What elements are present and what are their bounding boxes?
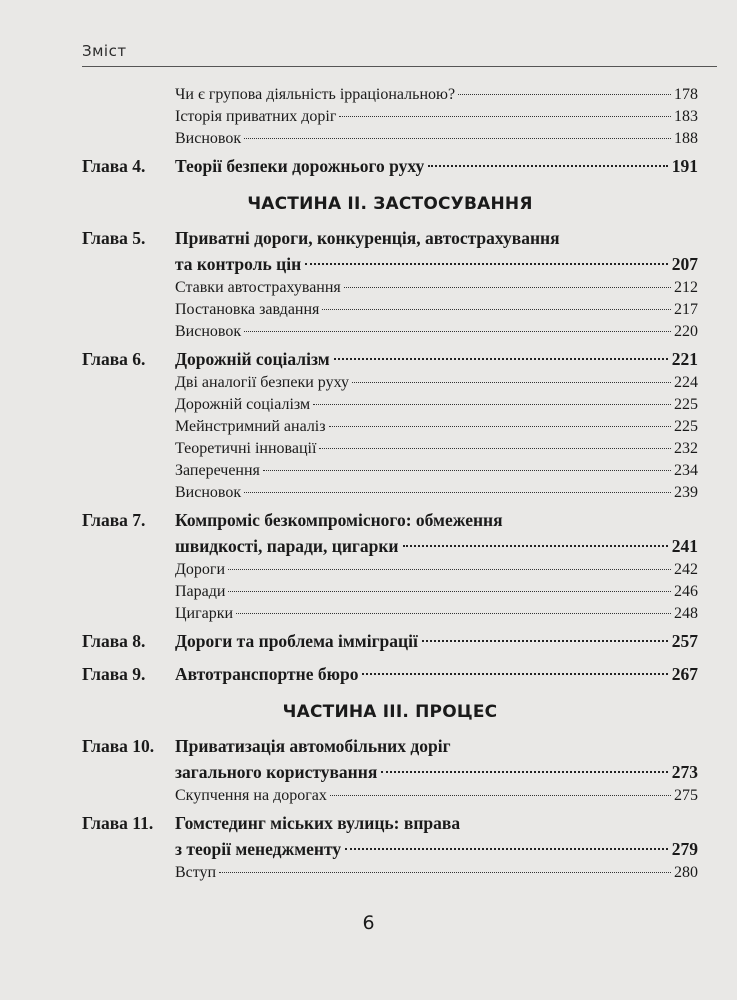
entry-page: 225 (674, 416, 698, 438)
chapter-label: Глава 11. (82, 813, 154, 833)
chapter-label: Глава 6. (82, 349, 146, 369)
entry-title: Цигарки (175, 603, 233, 625)
entry-page: 183 (674, 106, 698, 128)
toc-entry (82, 321, 698, 343)
toc-entry (82, 416, 698, 438)
leader-dots (244, 138, 671, 139)
leader-dots (381, 771, 667, 773)
toc-entry (82, 372, 698, 394)
entry-page: 212 (674, 277, 698, 299)
leader-dots (219, 872, 671, 873)
leader-dots (428, 165, 668, 167)
chapter-entry (82, 346, 698, 372)
chapter-label: Глава 8. (82, 631, 146, 651)
leader-dots (313, 404, 671, 405)
entry-page: 248 (674, 603, 698, 625)
chapter-entry (82, 628, 698, 654)
leader-dots (345, 848, 668, 850)
leader-dots (319, 448, 671, 449)
chapter-entry (82, 661, 698, 687)
leader-dots (244, 492, 671, 493)
leader-dots (344, 287, 671, 288)
entry-title: Висновок (175, 128, 241, 150)
entry-page: 246 (674, 581, 698, 603)
table-of-contents (82, 84, 698, 884)
toc-entry (82, 581, 698, 603)
entry-title: Ставки автострахування (175, 277, 341, 299)
leader-dots (236, 613, 671, 614)
running-head: Зміст (82, 42, 127, 60)
entry-title: Висновок (175, 321, 241, 343)
entry-page: 242 (674, 559, 698, 581)
toc-entry (82, 482, 698, 504)
chapter-title-line1: Приватизація автомобільних доріг (175, 736, 451, 756)
chapter-entry (82, 153, 698, 179)
chapter-label: Глава 7. (82, 510, 146, 530)
chapter-title-line1: Компроміс безкомпромісного: обмеження (175, 510, 503, 530)
chapter-title: Дорожній соціалізм (175, 349, 330, 369)
toc-entry (82, 862, 698, 884)
chapter-entry (82, 733, 698, 785)
toc-entry (82, 394, 698, 416)
entry-page: 225 (674, 394, 698, 416)
entry-title: Заперечення (175, 460, 260, 482)
entry-page: 217 (674, 299, 698, 321)
toc-entry (82, 460, 698, 482)
entry-title: Висновок (175, 482, 241, 504)
leader-dots (244, 331, 671, 332)
entry-title: Паради (175, 581, 225, 603)
toc-entry (82, 785, 698, 807)
entry-title: Чи є групова діяльність ірраціональною? (175, 84, 455, 106)
entry-page: 232 (674, 438, 698, 460)
entry-page: 275 (674, 785, 698, 807)
entry-title: Вступ (175, 862, 216, 884)
entry-page: 220 (674, 321, 698, 343)
leader-dots (362, 673, 667, 675)
leader-dots (458, 94, 671, 95)
leader-dots (263, 470, 671, 471)
entry-title: Мейнстримний аналіз (175, 416, 326, 438)
chapter-page: 191 (671, 156, 698, 176)
chapter-entry (82, 225, 698, 277)
part-heading: ЧАСТИНА II. ЗАСТОСУВАННЯ (247, 194, 533, 214)
entry-title: Дорожній соціалізм (175, 394, 310, 416)
chapter-title: Дороги та проблема імміграції (175, 631, 418, 651)
toc-entry (82, 277, 698, 299)
chapter-title-line2: загального користування (175, 762, 378, 782)
toc-entry (82, 128, 698, 150)
chapter-page: 279 (671, 839, 698, 859)
leader-dots (305, 263, 668, 265)
leader-dots (330, 795, 671, 796)
chapter-entry (82, 810, 698, 862)
toc-entry (82, 603, 698, 625)
toc-entry (82, 438, 698, 460)
entry-title: Дороги (175, 559, 225, 581)
toc-entry (82, 106, 698, 128)
toc-entry (82, 559, 698, 581)
chapter-title-line1: Приватні дороги, конкуренція, автострахування (175, 228, 560, 248)
header-rule (82, 66, 717, 67)
chapter-label: Глава 9. (82, 664, 146, 684)
entry-title: Скупчення на дорогах (175, 785, 327, 807)
leader-dots (403, 545, 668, 547)
chapter-label: Глава 4. (82, 156, 146, 176)
chapter-page: 221 (671, 349, 698, 369)
chapter-page: 207 (671, 254, 698, 274)
entry-page: 178 (674, 84, 698, 106)
toc-entry (82, 84, 698, 106)
leader-dots (228, 591, 671, 592)
chapter-title-line2: швидкості, паради, цигарки (175, 536, 399, 556)
page-number: 6 (362, 912, 375, 934)
chapter-title-line2: з теорії менеджменту (175, 839, 342, 859)
leader-dots (422, 640, 668, 642)
leader-dots (352, 382, 671, 383)
chapter-title-line1: Гомстединг міських вулиць: вправа (175, 813, 461, 833)
entry-title: Дві аналогії безпеки руху (175, 372, 349, 394)
chapter-page: 257 (671, 631, 698, 651)
entry-title: Постановка завдання (175, 299, 319, 321)
entry-page: 239 (674, 482, 698, 504)
entry-page: 224 (674, 372, 698, 394)
entry-title: Історія приватних доріг (175, 106, 336, 128)
leader-dots (228, 569, 671, 570)
chapter-page: 267 (671, 664, 698, 684)
leader-dots (322, 309, 671, 310)
entry-page: 188 (674, 128, 698, 150)
part-heading: ЧАСТИНА III. ПРОЦЕС (282, 702, 498, 722)
chapter-title-line2: та контроль цін (175, 254, 302, 274)
chapter-page: 273 (671, 762, 698, 782)
chapter-title: Автотранспортне бюро (175, 664, 359, 684)
leader-dots (334, 358, 668, 360)
toc-entry (82, 299, 698, 321)
chapter-label: Глава 10. (82, 736, 155, 756)
chapter-title: Теорії безпеки дорожнього руху (175, 156, 425, 176)
chapter-entry (82, 507, 698, 559)
entry-page: 234 (674, 460, 698, 482)
leader-dots (339, 116, 671, 117)
entry-title: Теоретичні інновації (175, 438, 316, 460)
entry-page: 280 (674, 862, 698, 884)
chapter-page: 241 (671, 536, 698, 556)
chapter-label: Глава 5. (82, 228, 146, 248)
leader-dots (329, 426, 671, 427)
